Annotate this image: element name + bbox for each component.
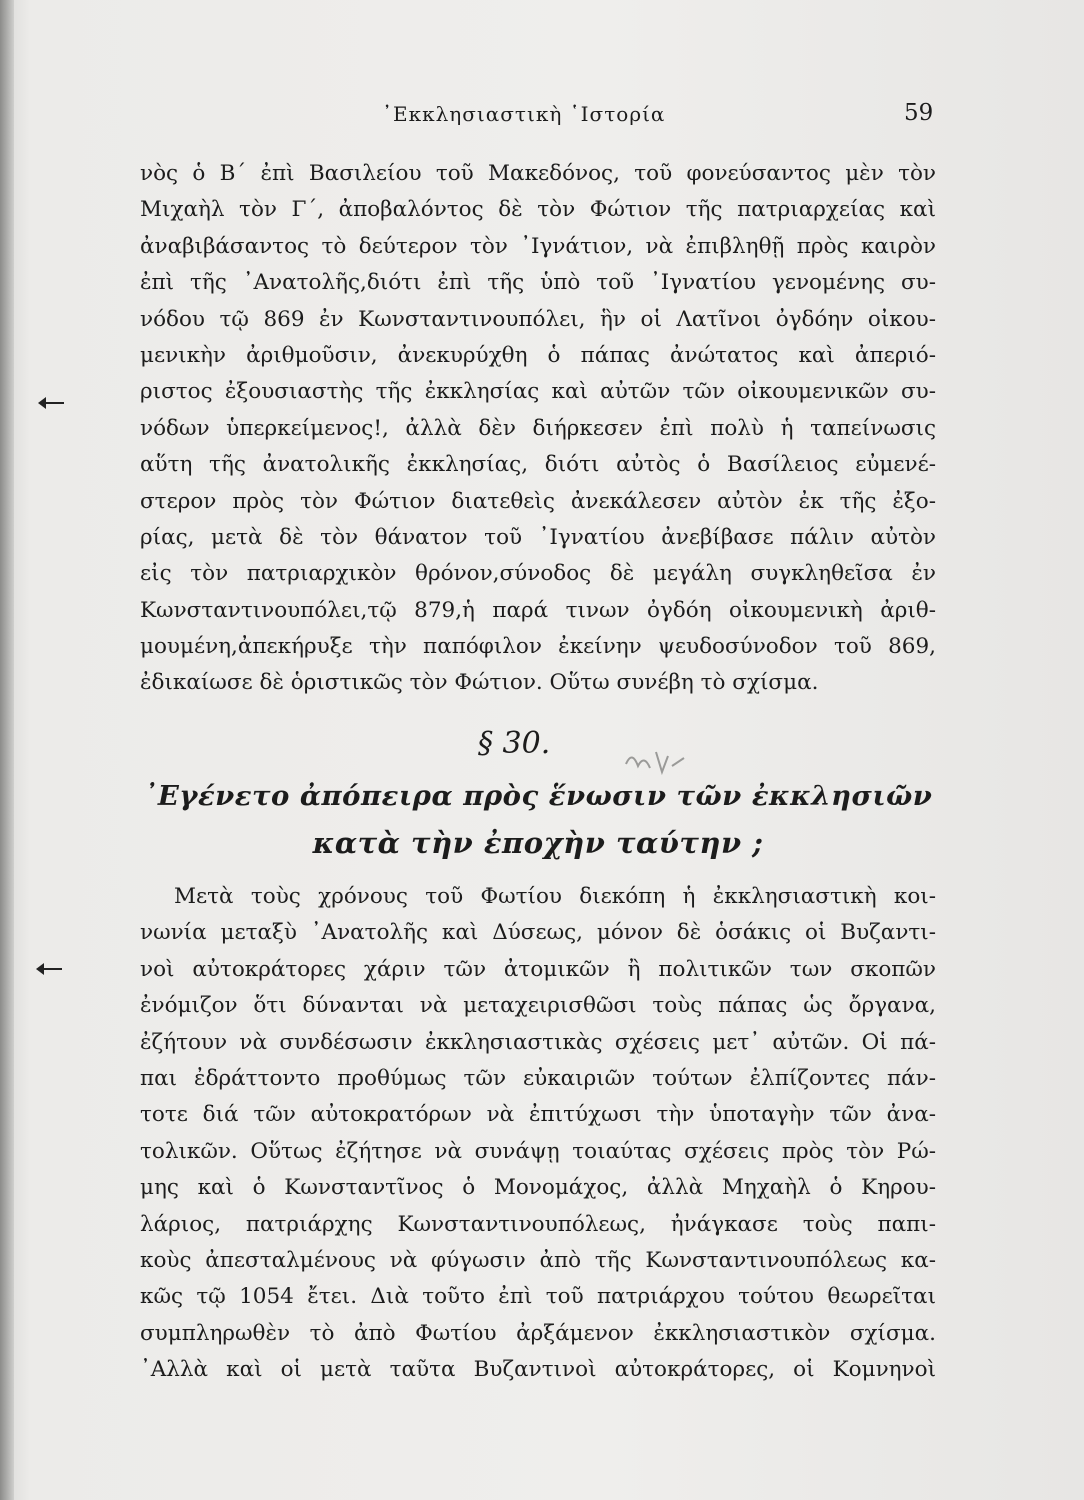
- text-line: ἐνόμιζον ὅτι δύνανται νὰ μεταχειρισθῶσι τοὺς πάπας ὡς ὄργανα,: [140, 993, 936, 1019]
- paragraph-2: [140, 879, 936, 1388]
- text-line: νωνία μεταξὺ ᾿Ανατολῆς καὶ Δύσεως, μόνον δὲ ὁσάκις οἱ Βυζαντι-: [140, 920, 936, 946]
- section-number: § 30.: [478, 726, 551, 761]
- pencil-mark-icon: [622, 742, 702, 782]
- text-line: νοὶ αὐτοκράτορες χάριν τῶν ἀτομικῶν ἢ πολιτικῶν των σκοπῶν: [140, 956, 936, 982]
- text-line: κῶς τῷ 1054 ἔτει. Διὰ τοῦτο ἐπὶ τοῦ πατριάρχου τούτου θεωρεῖται: [140, 1284, 936, 1310]
- page-binding-edge: [0, 0, 14, 1500]
- text-line: μης καὶ ὁ Κωνσταντῖνος ὁ Μονομάχος, ἀλλὰ Μηχαὴλ ὁ Κηρου-: [140, 1175, 936, 1201]
- text-line: ἐζήτουν νὰ συνδέσωσιν ἐκκλησιαστικὰς σχέσεις μετ᾿ αὐτῶν. Οἱ πά-: [140, 1029, 936, 1055]
- text-line: κοὺς ἀπεσταλμένους νὰ φύγωσιν ἀπὸ τῆς Κωνσταντινουπόλεως κα-: [140, 1247, 936, 1273]
- text-line: ᾿Αλλὰ καὶ οἱ μετὰ ταῦτα Βυζαντινοὶ αὐτοκράτορες, οἱ Κομνηνοὶ: [140, 1357, 936, 1383]
- text-line: Μετὰ τοὺς χρόνους τοῦ Φωτίου διεκόπη ἡ ἐκκλησιαστικὴ κοι-: [174, 884, 936, 909]
- margin-arrow-icon: [36, 966, 62, 972]
- text-line: μενικὴν ἀριθμοῦσιν, ἀνεκυρύχθη ὁ πάπας ἀνώτατος καὶ ἀπεριό-: [140, 342, 936, 368]
- text-line: νόδου τῷ 869 ἐν Κωνσταντινουπόλει, ἣν οἱ Λατῖνοι ὀγδόην οἰκου-: [140, 306, 936, 332]
- text-line: Κωνσταντινουπόλει,τῷ 879,ἡ παρά τινων ὀγδόη οἰκουμενικὴ ἀριθ-: [140, 597, 936, 623]
- text-line: ἀναβιβάσαντος τὸ δεύτερον τὸν ᾿Ιγνάτιον, νὰ ἐπιβληθῇ πρὸς καιρὸν: [140, 233, 936, 259]
- text-line: στερον πρὸς τὸν Φώτιον διατεθεὶς ἀνεκάλεσεν αὐτὸν ἐκ τῆς ἐξο-: [140, 488, 936, 514]
- running-title: ᾿Εκκλησιαστικὴ ῾Ιστορία: [382, 102, 666, 126]
- section-title-line-2: κατὰ τὴν ἐποχὴν ταύτην ;: [312, 826, 764, 860]
- text-line: ριστος ἐξουσιαστὴς τῆς ἐκκλησίας καὶ αὐτῶν τῶν οἰκουμενικῶν συ-: [140, 379, 936, 405]
- text-line: τοτε διά τῶν αὐτοκρατόρων νὰ ἐπιτύχωσι τὴν ὑποταγὴν τῶν ἀνα-: [140, 1102, 936, 1128]
- text-line: νόδων ὑπερκείμενος!, ἀλλὰ δὲν διήρκεσεν ἐπὶ πολὺ ἡ ταπείνωσις: [140, 415, 936, 441]
- page-header: [0, 96, 1084, 136]
- text-line: ρίας, μετὰ δὲ τὸν θάνατον τοῦ ᾿Ιγνατίου ἀνεβίβασε πάλιν αὐτὸν: [140, 524, 936, 550]
- text-line: ἐδικαίωσε δὲ ὁριστικῶς τὸν Φώτιον. Οὕτω συνέβη τὸ σχίσμα.: [140, 670, 819, 696]
- section-title-line-1: ᾿Εγένετο ἀπόπειρα πρὸς ἕνωσιν τῶν ἐκκλησιῶν: [143, 780, 933, 812]
- text-line: παι ἐδράττοντο προθύμως τῶν εὐκαιριῶν τούτων ἐλπίζοντες πάν-: [140, 1065, 936, 1091]
- text-line: λάριος, πατριάρχης Κωνσταντινουπόλεως, ἠνάγκασε τοὺς παπι-: [140, 1211, 936, 1237]
- text-line: νὸς ὁ Β΄ ἐπὶ Βασιλείου τοῦ Μακεδόνος, τοῦ φονεύσαντος μὲν τὸν: [140, 161, 936, 186]
- paragraph-1: [140, 156, 936, 702]
- margin-arrow-icon: [38, 400, 64, 406]
- text-line: ἐπὶ τῆς ᾿Ανατολῆς,διότι ἐπὶ τῆς ὑπὸ τοῦ ᾿Ιγνατίου γενομένης συ-: [140, 270, 936, 296]
- text-line: τολικῶν. Οὕτως ἐζήτησε νὰ συνάψῃ τοιαύτας σχέσεις πρὸς τὸν Ρώ-: [140, 1138, 936, 1164]
- text-line: εἰς τὸν πατριαρχικὸν θρόνον,σύνοδος δὲ μεγάλη συγκληθεῖσα ἐν: [140, 561, 936, 587]
- text-line: αὕτη τῆς ἀνατολικῆς ἐκκλησίας, διότι αὐτὸς ὁ Βασίλειος εὐμενέ-: [140, 452, 936, 478]
- text-line: συμπληρωθὲν τὸ ἀπὸ Φωτίου ἀρξάμενον ἐκκλησιαστικὸν σχίσμα.: [140, 1320, 936, 1346]
- text-line: μουμένη,ἀπεκήρυξε τὴν παπόφιλον ἐκείνην ψευδοσύνοδον τοῦ 869,: [140, 634, 936, 660]
- page-number: 59: [904, 100, 934, 126]
- text-line: Μιχαὴλ τὸν Γ΄, ἀποβαλόντος δὲ τὸν Φώτιον τῆς πατριαρχείας καὶ: [140, 197, 936, 223]
